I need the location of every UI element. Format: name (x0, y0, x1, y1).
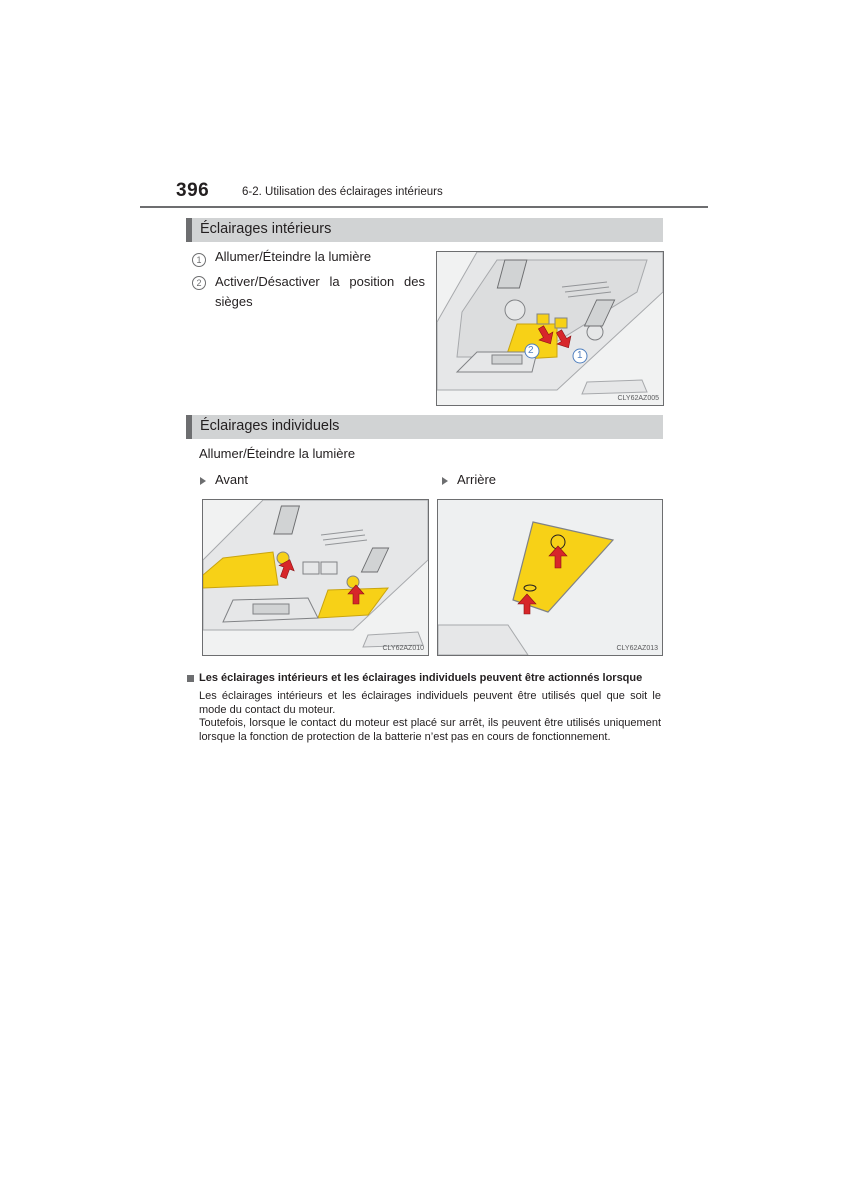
individual-lights-intro: Allumer/Éteindre la lumière (199, 446, 356, 461)
section-heading-text: Éclairages individuels (200, 418, 340, 434)
section-heading-individual-lights (186, 415, 663, 439)
bullet-triangle-icon (200, 477, 206, 485)
front-label: Avant (215, 472, 249, 487)
rear-label: Arrière (457, 472, 497, 487)
note-title: Les éclairages intérieurs et les éclairages individuels peuvent être actionnés lorsque (199, 672, 643, 684)
rear-light-illustration (438, 500, 662, 655)
note-square-icon (187, 675, 194, 682)
callout-2: 2 (528, 345, 534, 356)
bullet-triangle-icon (442, 477, 448, 485)
figure-front-lights (202, 499, 429, 656)
list-item-2-text: Activer/Désactiver la position des sièges (215, 274, 425, 309)
note-paragraph: Toutefois, lorsque le contact du moteur est placé sur arrêt, ils peuvent être utilisés uniquement lorsque la fonction de protection de la batterie n’est pas en cours de fonctionnement. (199, 717, 661, 743)
section-heading-text: Éclairages intérieurs (200, 221, 332, 237)
page-number: 396 (176, 180, 210, 201)
section-heading-interior-lights (186, 218, 663, 242)
front-console-illustration (203, 500, 428, 655)
figure-rear-lights (437, 499, 663, 656)
list-item-2 (192, 273, 206, 291)
figure-code: CLY62AZ010 (382, 645, 424, 652)
list-item-1 (192, 250, 206, 268)
figure-code: CLY62AZ013 (616, 645, 658, 652)
circled-number-1: 1 (192, 253, 206, 267)
note-body (199, 690, 661, 744)
list-item-1-text: Allumer/Éteindre la lumière (215, 249, 372, 264)
header-divider (140, 206, 708, 208)
overhead-console-illustration (437, 252, 663, 405)
figure-code: CLY62AZ005 (617, 395, 659, 402)
chapter-section-title: 6-2. Utilisation des éclairages intérieurs (242, 186, 443, 198)
note-paragraph: Les éclairages intérieurs et les éclairages individuels peuvent être utilisés quel que soit le mode du contact du moteur. (199, 690, 661, 716)
figure-interior-lights (436, 251, 664, 406)
circled-number-2: 2 (192, 276, 206, 290)
callout-1: 1 (577, 350, 583, 361)
